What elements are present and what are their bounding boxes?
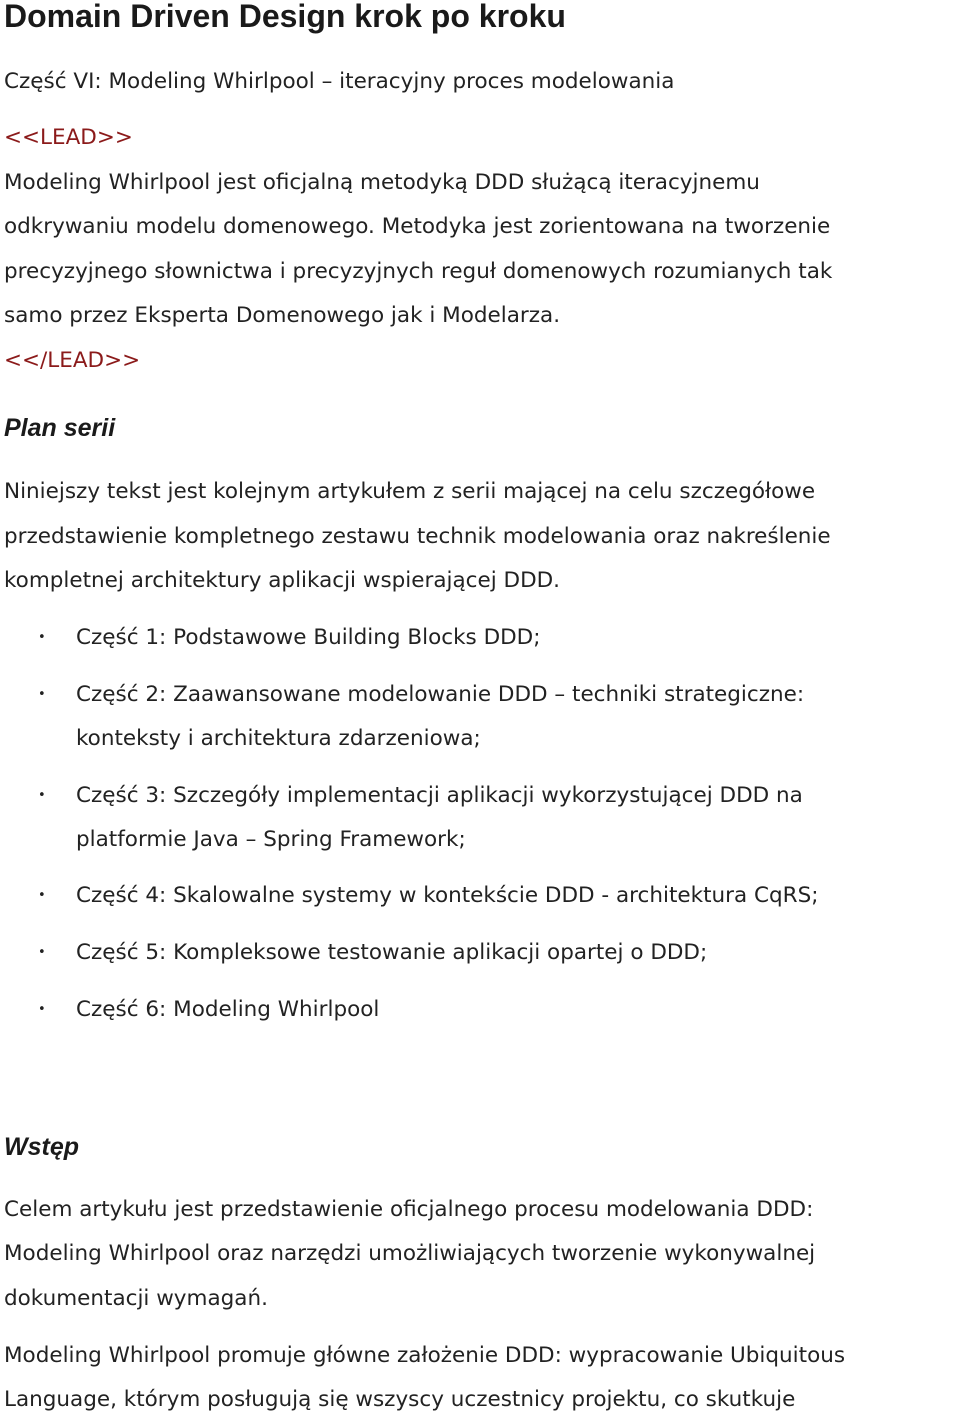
- lead-line: Modeling Whirlpool jest oficjalną metodyką DDD służącą iteracyjnemu: [4, 170, 760, 195]
- bullet-icon: •: [38, 888, 46, 903]
- intro-heading: Wstęp: [4, 1133, 79, 1161]
- bullet-icon: •: [38, 687, 46, 702]
- lead-line: precyzyjnego słownictwa i precyzyjnych reguł domenowych rozumianych tak: [4, 259, 833, 284]
- document-subtitle: Część VI: Modeling Whirlpool – iteracyjny proces modelowania: [4, 69, 675, 94]
- lead-line: samo przez Eksperta Domenowego jak i Modelarza.: [4, 303, 561, 328]
- bullet-icon: •: [38, 630, 46, 645]
- list-item-text: Część 4: Skalowalne systemy w kontekście DDD - architektura CqRS;: [76, 883, 819, 908]
- list-item-text: Część 2: Zaawansowane modelowanie DDD – techniki strategiczne:: [76, 682, 805, 707]
- intro-line: Celem artykułu jest przedstawienie oficjalnego procesu modelowania DDD:: [4, 1197, 814, 1222]
- list-item-text: Część 1: Podstawowe Building Blocks DDD;: [76, 625, 541, 650]
- plan-line: Niniejszy tekst jest kolejnym artykułem z serii mającej na celu szczegółowe: [4, 479, 816, 504]
- intro-line: Modeling Whirlpool promuje główne założenie DDD: wypracowanie Ubiquitous: [4, 1343, 846, 1368]
- bullet-icon: •: [38, 945, 46, 960]
- lead-line: odkrywaniu modelu domenowego. Metodyka jest zorientowana na tworzenie: [4, 214, 831, 239]
- plan-line: przedstawienie kompletnego zestawu technik modelowania oraz nakreślenie: [4, 524, 831, 549]
- list-item-text: konteksty i architektura zdarzeniowa;: [76, 726, 481, 751]
- bullet-icon: •: [38, 788, 46, 803]
- plan-line: kompletnej architektury aplikacji wspierającej DDD.: [4, 568, 561, 593]
- list-item-text: Część 6: Modeling Whirlpool: [76, 997, 380, 1022]
- lead-open-marker: <<LEAD>>: [4, 125, 133, 150]
- intro-line: dokumentacji wymagań.: [4, 1286, 268, 1311]
- lead-close-marker: <</LEAD>>: [4, 348, 141, 373]
- list-item-text: Część 3: Szczegóły implementacji aplikacji wykorzystującej DDD na: [76, 783, 803, 808]
- bullet-icon: •: [38, 1002, 46, 1017]
- list-item-text: platformie Java – Spring Framework;: [76, 827, 466, 852]
- intro-line: Language, którym posługują się wszyscy uczestnicy projektu, co skutkuje: [4, 1387, 796, 1412]
- list-item-text: Część 5: Kompleksowe testowanie aplikacji opartej o DDD;: [76, 940, 708, 965]
- document-title: Domain Driven Design krok po kroku: [4, 0, 566, 34]
- intro-line: Modeling Whirlpool oraz narzędzi umożliwiających tworzenie wykonywalnej: [4, 1241, 816, 1266]
- plan-heading: Plan serii: [4, 414, 116, 442]
